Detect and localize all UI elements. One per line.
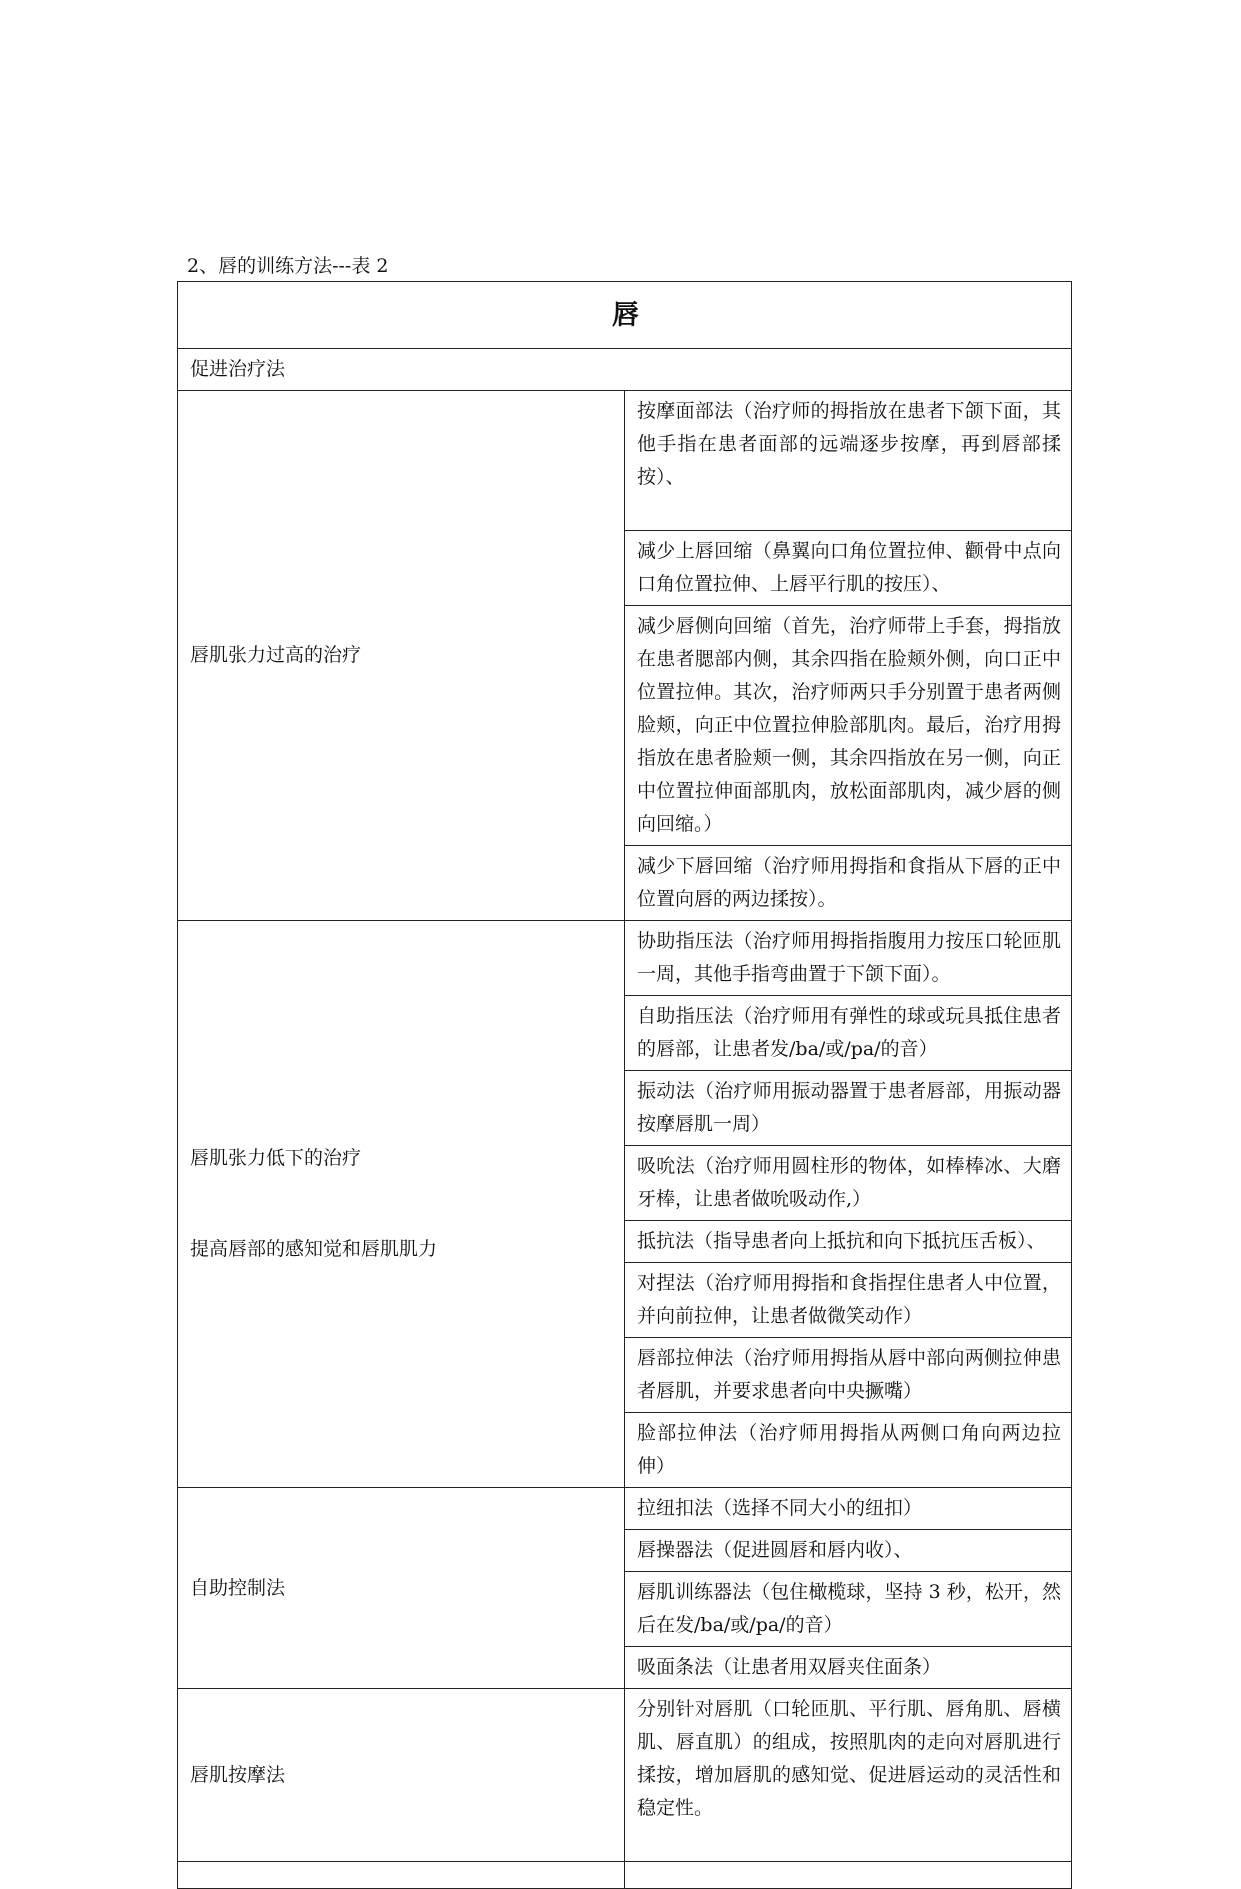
group-label-low-tone bbox=[178, 921, 625, 1488]
table-title: 唇 bbox=[178, 282, 1072, 349]
training-methods-table bbox=[177, 281, 1072, 1889]
method-cell bbox=[625, 391, 1072, 531]
method-cell: 对捏法（治疗师用拇指和食指捏住患者人中位置，并向前拉伸，让患者做微笑动作） bbox=[625, 1263, 1072, 1338]
section-header: 促进治疗法 bbox=[178, 349, 1072, 391]
method-cell: 减少下唇回缩（治疗师用拇指和食指从下唇的正中位置向唇的两边揉按）。 bbox=[625, 846, 1072, 921]
method-text: 分别针对唇肌（口轮匝肌、平行肌、唇角肌、唇横肌、唇直肌）的组成，按照肌肉的走向对唇肌进行揉按，增加唇肌的感知觉、促进唇运动的灵活性和稳定性。 bbox=[637, 1698, 1061, 1819]
blank-line bbox=[637, 1825, 1061, 1857]
method-cell: 自助指压法（治疗师用有弹性的球或玩具抵住患者的唇部，让患者发/ba/或/pa/的音） bbox=[625, 996, 1072, 1071]
method-cell: 拉纽扣法（选择不同大小的纽扣） bbox=[625, 1488, 1072, 1530]
group-label-massage: 唇肌按摩法 bbox=[178, 1689, 625, 1862]
method-cell: 协助指压法（治疗师用拇指指腹用力按压口轮匝肌一周，其他手指弯曲置于下颌下面）。 bbox=[625, 921, 1072, 996]
method-cell: 抵抗法（指导患者向上抵抗和向下抵抗压舌板）、 bbox=[625, 1221, 1072, 1263]
method-cell: 唇操器法（促进圆唇和唇内收）、 bbox=[625, 1530, 1072, 1572]
empty-cell bbox=[625, 1862, 1072, 1889]
method-cell bbox=[625, 1689, 1072, 1862]
group-label-self-control: 自助控制法 bbox=[178, 1488, 625, 1689]
group-label-low-tone-text: 唇肌张力低下的治疗 bbox=[190, 1147, 362, 1169]
method-cell: 吸面条法（让患者用双唇夹住面条） bbox=[625, 1647, 1072, 1689]
blank-line bbox=[637, 494, 1061, 526]
empty-cell bbox=[178, 1862, 625, 1889]
method-text: 按摩面部法（治疗师的拇指放在患者下颌下面，其他手指在患者面部的远端逐步按摩，再到唇部揉按）、 bbox=[637, 400, 1061, 488]
method-cell: 减少唇侧向回缩（首先，治疗师带上手套，拇指放在患者腮部内侧，其余四指在脸颊外侧，向口正中位置拉伸。其次，治疗师两只手分别置于患者两侧脸颊，向正中位置拉伸脸部肌肉。最后，治疗用拇指放在患者脸颊一侧，其余四指放在另一侧，向正中位置拉伸面部肌肉，放松面部肌肉，减少唇的侧向回缩。） bbox=[625, 606, 1072, 846]
method-cell: 振动法（治疗师用振动器置于患者唇部，用振动器按摩唇肌一周） bbox=[625, 1071, 1072, 1146]
group-label-perception-text: 提高唇部的感知觉和唇肌肌力 bbox=[190, 1238, 438, 1260]
method-cell: 唇部拉伸法（治疗师用拇指从唇中部向两侧拉伸患者唇肌，并要求患者向中央撅嘴） bbox=[625, 1338, 1072, 1413]
method-cell: 脸部拉伸法（治疗师用拇指从两侧口角向两边拉伸） bbox=[625, 1413, 1072, 1488]
method-cell: 减少上唇回缩（鼻翼向口角位置拉伸、颧骨中点向口角位置拉伸、上唇平行肌的按压）、 bbox=[625, 531, 1072, 606]
method-cell: 唇肌训练器法（包住橄榄球，坚持 3 秒，松开，然后在发/ba/或/pa/的音） bbox=[625, 1572, 1072, 1647]
method-cell: 吸吮法（治疗师用圆柱形的物体，如棒棒冰、大磨牙棒，让患者做吮吸动作,） bbox=[625, 1146, 1072, 1221]
group-label-high-tone: 唇肌张力过高的治疗 bbox=[178, 391, 625, 921]
table-caption: 2、唇的训练方法---表 2 bbox=[187, 255, 389, 277]
